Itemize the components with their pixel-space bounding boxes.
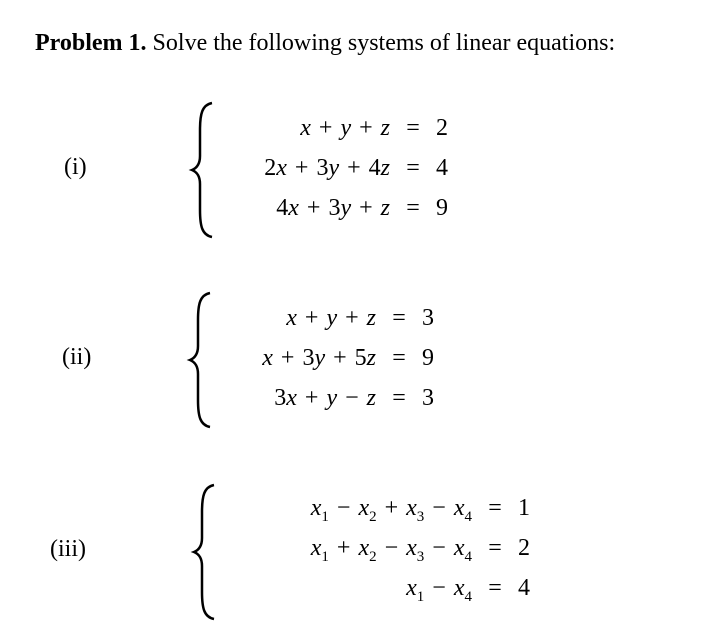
equals-sign: = <box>392 305 406 331</box>
equation-rhs: 9 <box>436 195 448 221</box>
equation-lhs: $x_1 - x_2 + x_3 - x_4$ <box>310 495 472 525</box>
system-iii <box>0 480 726 625</box>
equation-row <box>222 568 530 608</box>
left-brace-icon <box>190 482 220 622</box>
problem-instruction: Solve the following systems of linear equations: <box>146 30 616 56</box>
equation-rhs: 3 <box>422 305 434 331</box>
problem-number: Problem 1. <box>35 30 147 56</box>
equation-lhs: $x_1 + x_2 - x_3 - x_4$ <box>310 535 472 565</box>
equation-row <box>216 298 434 338</box>
equation-table <box>222 488 530 608</box>
equals-sign: = <box>488 575 502 601</box>
system-ii <box>0 290 726 435</box>
equation-rhs: 2 <box>518 535 530 561</box>
equation-row <box>218 108 448 148</box>
equation-lhs: $x_1 - x_4$ <box>406 575 472 605</box>
equation-lhs: x + y + z <box>286 305 376 331</box>
equation-row <box>222 528 530 568</box>
equation-row <box>222 488 530 528</box>
equation-rhs: 4 <box>436 155 448 181</box>
equation-row <box>216 338 434 378</box>
equation-row <box>216 378 434 418</box>
equation-lhs: x + y + z <box>300 115 390 141</box>
system-label: (iii) <box>50 536 86 562</box>
left-brace-icon <box>186 290 216 430</box>
problem-heading <box>35 30 615 57</box>
equation-lhs: 2x + 3y + 4z <box>264 155 390 181</box>
equation-table <box>218 108 448 228</box>
system-label: (ii) <box>62 344 92 370</box>
equation-lhs: 3x + y − z <box>274 385 376 411</box>
equals-sign: = <box>392 385 406 411</box>
equals-sign: = <box>488 495 502 521</box>
equals-sign: = <box>406 155 420 181</box>
left-brace-icon <box>188 100 218 240</box>
equation-row <box>218 148 448 188</box>
equation-lhs: 4x + 3y + z <box>276 195 390 221</box>
equation-lhs: x + 3y + 5z <box>262 345 376 371</box>
system-label: (i) <box>64 154 87 180</box>
equation-row <box>218 188 448 228</box>
equals-sign: = <box>392 345 406 371</box>
equation-rhs: 1 <box>518 495 530 521</box>
equals-sign: = <box>406 115 420 141</box>
equals-sign: = <box>406 195 420 221</box>
equation-rhs: 4 <box>518 575 530 601</box>
equation-rhs: 2 <box>436 115 448 141</box>
equals-sign: = <box>488 535 502 561</box>
equation-rhs: 9 <box>422 345 434 371</box>
equation-rhs: 3 <box>422 385 434 411</box>
equation-table <box>216 298 434 418</box>
system-i <box>0 100 726 245</box>
